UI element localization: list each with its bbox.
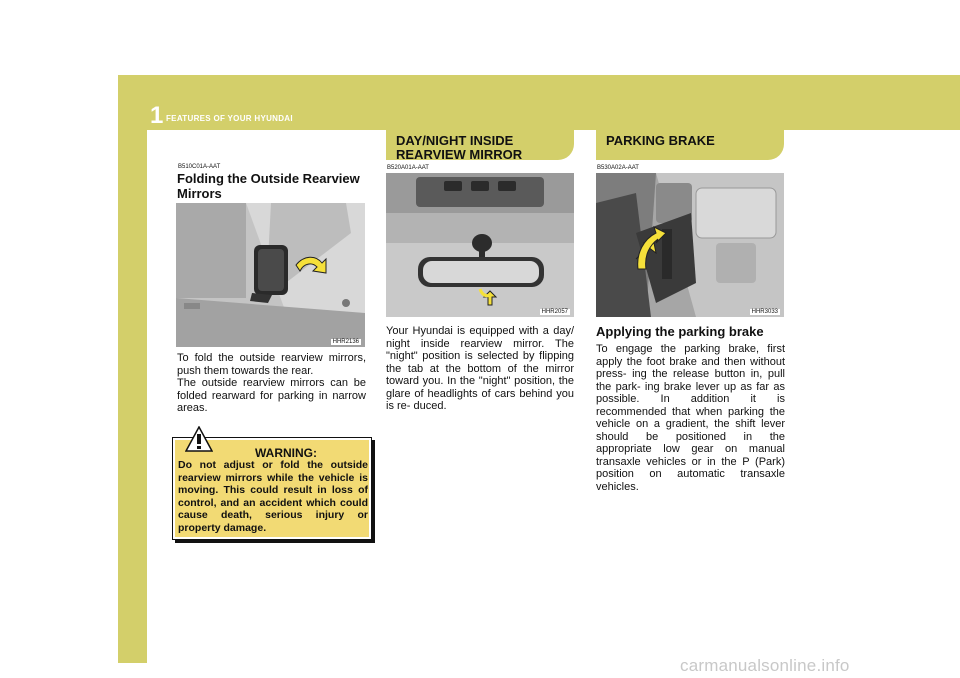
section-heading: Applying the parking brake bbox=[596, 324, 764, 339]
body-text: To engage the parking brake, first apply the foot brake and then without press- ing the release button in, pull the park- ing brake lever up as far as possible. In addition it is recommended that when parking the vehicle on a gradient, the shift lever should be positioned in the appropriate low gear on manual transaxle vehicles or in the P (Park) position on automatic transaxle vehicles. bbox=[596, 343, 785, 493]
figure-id: HHR3033 bbox=[751, 309, 778, 315]
warning-triangle-icon bbox=[185, 426, 213, 452]
section-code: B530A02A-AAT bbox=[597, 165, 639, 171]
figure-parking-brake bbox=[596, 173, 784, 317]
figure-id: HHR2136 bbox=[332, 339, 359, 345]
warning-box bbox=[172, 437, 372, 540]
figure-outside-mirror bbox=[176, 203, 365, 347]
warning-text: Do not adjust or fold the outside rearview mirrors while the vehicle is moving. This could result in loss of control, and an accident which could cause death, serious injury or property damage. bbox=[178, 459, 368, 534]
section-tab-day-night bbox=[386, 130, 574, 160]
watermark: carmanualsonline.info bbox=[680, 656, 850, 675]
warning-fill bbox=[175, 440, 369, 537]
warning-title: WARNING: bbox=[255, 446, 317, 460]
section-code: B510C01A-AAT bbox=[178, 164, 221, 170]
page-number: 46 bbox=[150, 138, 162, 149]
section-tab-parking-brake bbox=[596, 130, 784, 160]
figure-id: HHR2057 bbox=[541, 309, 568, 315]
tab-title-line-1: DAY/NIGHT INSIDE bbox=[396, 133, 514, 148]
chapter-title: FEATURES OF YOUR HYUNDAI bbox=[166, 114, 293, 123]
outside-mirror-illustration bbox=[176, 203, 365, 347]
body-text-2: The outside rearview mirrors can be folded rearward for parking in narrow areas. bbox=[177, 377, 366, 414]
tab-title-line-2: REARVIEW MIRROR bbox=[396, 147, 523, 162]
section-heading: Folding the Outside Rearview Mirrors bbox=[177, 171, 360, 201]
figure-inside-mirror bbox=[386, 173, 574, 317]
parking-brake-illustration bbox=[596, 173, 784, 317]
section-code: B520A01A-AAT bbox=[387, 165, 429, 171]
inside-mirror-illustration bbox=[386, 173, 574, 317]
body-text: Your Hyundai is equipped with a day/ night inside rearview mirror. The "night" position is selected by flipping the tab at the bottom of the mirror toward you. In the "night" position, the glare of headlights of cars behind you is re- duced. bbox=[386, 325, 574, 412]
body-text-1: To fold the outside rearview mirrors, push them towards the rear. bbox=[177, 352, 366, 377]
tab-title: PARKING BRAKE bbox=[606, 133, 715, 148]
chapter-number: 1 bbox=[150, 102, 164, 129]
